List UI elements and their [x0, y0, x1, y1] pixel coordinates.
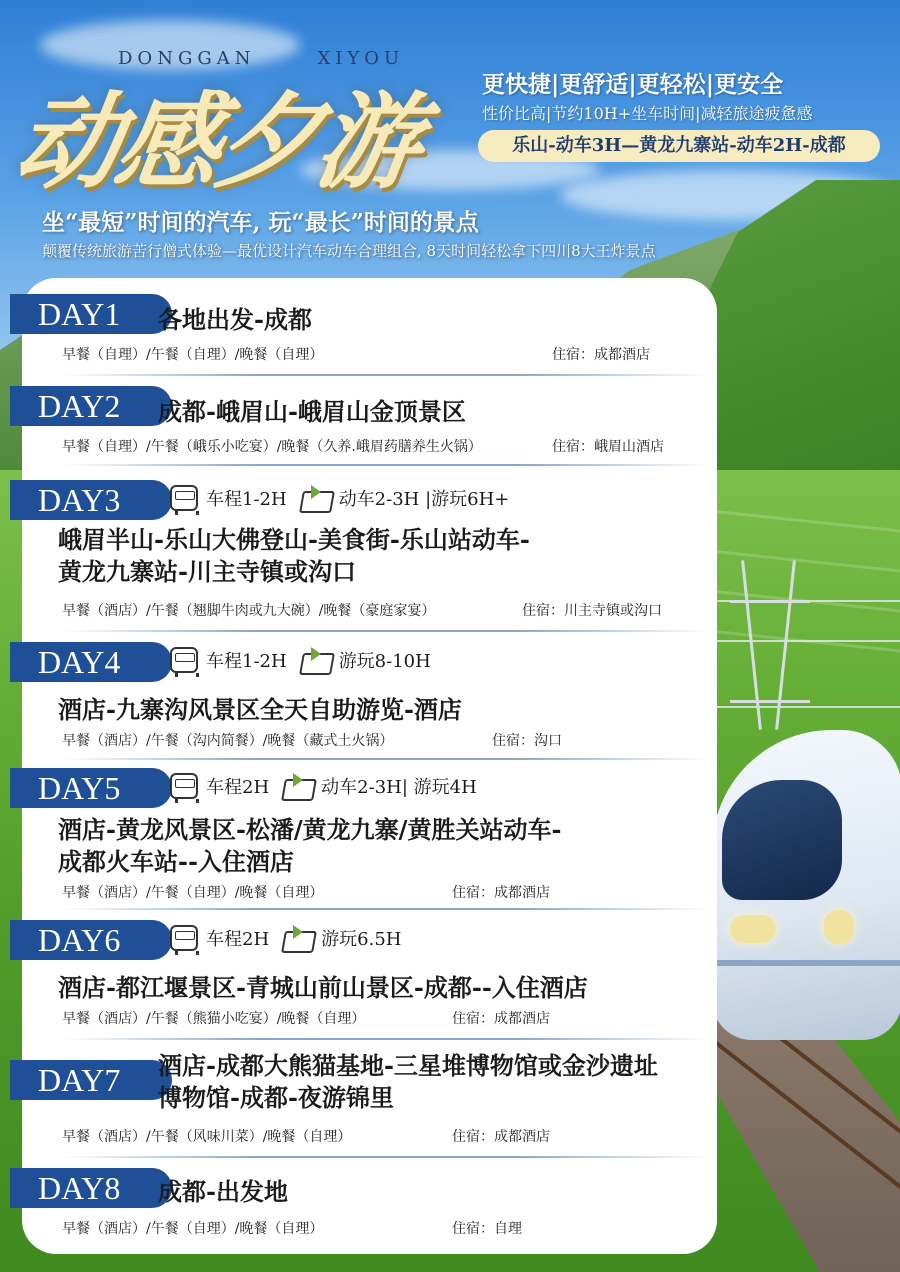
day-badge: DAY2 — [10, 386, 172, 426]
ticket-icon — [301, 647, 333, 673]
divider — [62, 908, 712, 910]
day-badge: DAY5 — [10, 768, 172, 808]
english-subtitle-2: XIYOU — [317, 48, 405, 69]
accommodation: 住宿：沟口 — [492, 733, 562, 749]
power-wire — [700, 640, 900, 642]
day-badge: DAY7 — [10, 1060, 172, 1100]
accommodation: 住宿：成都酒店 — [452, 1129, 550, 1145]
slogan-main: 坐“最短”时间的汽车, 玩“最长”时间的景点 — [42, 209, 479, 236]
day-badge: DAY3 — [10, 480, 172, 520]
play-time: 动车2-3H| 游玩4H — [321, 777, 477, 798]
day-badge: DAY8 — [10, 1168, 172, 1208]
bus-icon — [170, 485, 198, 511]
day-title-line-2: 黄龙九寨站-川主寺镇或沟口 — [58, 557, 356, 586]
meals: 早餐（酒店）/午餐（熊猫小吃宴）/晚餐（自理） — [62, 1011, 366, 1027]
day-title-line-1: 峨眉半山-乐山大佛登山-美食街-乐山站动车- — [58, 525, 530, 554]
car-time: 车程2H — [206, 929, 270, 950]
meals: 早餐（酒店）/午餐（翘脚牛肉或九大碗）/晚餐（豪庭家宴） — [62, 603, 436, 619]
divider — [62, 464, 712, 466]
divider — [62, 1156, 712, 1158]
bullet-train — [712, 730, 900, 1040]
divider — [62, 630, 712, 632]
accommodation: 住宿：自理 — [452, 1221, 522, 1237]
power-pylon — [740, 550, 800, 730]
day-title-line-2: 成都火车站--入住酒店 — [58, 847, 294, 876]
day-badge: DAY6 — [10, 920, 172, 960]
accommodation: 住宿：成都酒店 — [552, 347, 650, 363]
transport-info — [170, 485, 509, 511]
play-time: 游玩8-10H — [338, 651, 431, 672]
transport-info — [170, 925, 401, 951]
day-title-line-1: 酒店-成都大熊猫基地-三星堆博物馆或金沙遗址 — [158, 1051, 658, 1080]
day-title: 成都-出发地 — [158, 1177, 288, 1206]
bus-icon — [170, 925, 198, 951]
accommodation: 住宿：峨眉山酒店 — [552, 439, 664, 455]
divider — [62, 758, 712, 760]
power-wire — [700, 706, 900, 708]
day-title-line-1: 酒店-黄龙风景区-松潘/黄龙九寨/黄胜关站动车- — [58, 815, 562, 844]
tagline-benefits: 性价比高|节约10H+坐车时间|减轻旅途疲惫感 — [482, 104, 813, 123]
meals: 早餐（自理）/午餐（峨乐小吃宴）/晚餐（久养.峨眉药膳养生火锅） — [62, 439, 482, 455]
meals: 早餐（酒店）/午餐（风味川菜）/晚餐（自理） — [62, 1129, 352, 1145]
tagline-features: 更快捷|更舒适|更轻松|更安全 — [482, 71, 784, 98]
car-time: 车程2H — [206, 777, 270, 798]
slogan-sub: 颠覆传统旅游苦行僧式体验—最优设计汽车动车合理组合, 8天时间轻松拿下四川8大王炸景点 — [42, 242, 656, 260]
day-title-line-2: 博物馆-成都-夜游锦里 — [158, 1083, 394, 1112]
english-subtitle-1: DONGGAN — [118, 48, 256, 69]
car-time: 车程1-2H — [206, 651, 287, 672]
accommodation: 住宿：成都酒店 — [452, 1011, 550, 1027]
meals: 早餐（酒店）/午餐（沟内简餐）/晚餐（藏式土火锅） — [62, 733, 394, 749]
transport-info — [170, 773, 477, 799]
day-badge: DAY1 — [10, 294, 172, 334]
play-time: 动车2-3H |游玩6H+ — [338, 489, 510, 510]
day-title: 各地出发-成都 — [158, 305, 312, 334]
transport-info — [170, 647, 431, 673]
car-time: 车程1-2H — [206, 489, 287, 510]
day-badge: DAY4 — [10, 642, 172, 682]
play-time: 游玩6.5H — [321, 929, 402, 950]
itinerary-panel — [22, 278, 717, 1254]
ticket-icon — [283, 925, 315, 951]
meals: 早餐（酒店）/午餐（自理）/晚餐（自理） — [62, 885, 324, 901]
meals: 早餐（酒店）/午餐（自理）/晚餐（自理） — [62, 1221, 324, 1237]
divider — [62, 374, 712, 376]
route-pill: 乐山-动车3H—黄龙九寨站-动车2H-成都 — [478, 130, 880, 162]
ticket-icon — [283, 773, 315, 799]
bus-icon — [170, 773, 198, 799]
page-title: 动感夕游 — [8, 80, 426, 203]
accommodation: 住宿：川主寺镇或沟口 — [522, 603, 662, 619]
day-title: 酒店-都江堰景区-青城山前山景区-成都--入住酒店 — [58, 973, 588, 1002]
ticket-icon — [301, 485, 333, 511]
bus-icon — [170, 647, 198, 673]
day-title: 成都-峨眉山-峨眉山金顶景区 — [158, 397, 466, 426]
meals: 早餐（自理）/午餐（自理）/晚餐（自理） — [62, 347, 324, 363]
accommodation: 住宿：成都酒店 — [452, 885, 550, 901]
divider — [62, 1038, 712, 1040]
day-title: 酒店-九寨沟风景区全天自助游览-酒店 — [58, 695, 462, 724]
